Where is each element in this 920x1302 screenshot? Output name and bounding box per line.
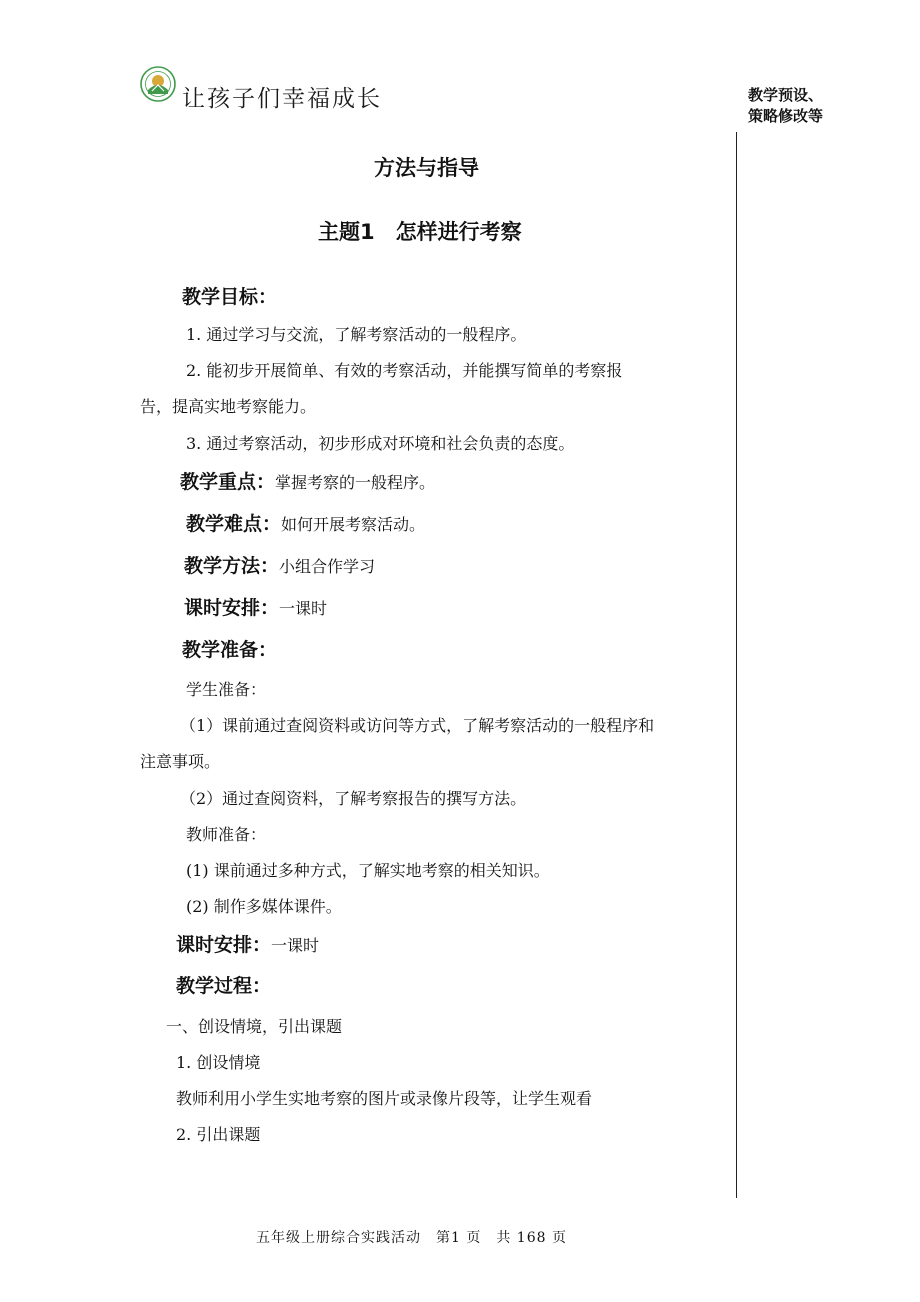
schedule-2-value: 一课时 xyxy=(271,936,320,955)
key-point-label: 教学重点： xyxy=(180,471,276,493)
key-point xyxy=(180,467,435,494)
objective-1: 1. 通过学习与交流，了解考察活动的一般程序。 xyxy=(186,325,527,344)
process-step-1-2: 2. 引出课题 xyxy=(176,1125,261,1144)
student-prep-2: （2）通过查阅资料，了解考察报告的撰写方法。 xyxy=(180,789,527,808)
objective-3: 3. 通过考察活动，初步形成对环境和社会负责的态度。 xyxy=(186,434,575,453)
slogan: 让孩子们幸福成长 xyxy=(182,86,382,112)
objective-2-line2: 告，提高实地考察能力。 xyxy=(140,397,317,416)
side-note-line1: 教学预设、 xyxy=(748,86,824,104)
objective-2-line1: 2. 能初步开展简单、有效的考察活动，并能撰写简单的考察报 xyxy=(186,361,623,380)
difficulty xyxy=(186,509,425,536)
prep-heading: 教学准备： xyxy=(182,639,278,661)
schedule xyxy=(184,593,327,620)
side-note xyxy=(748,85,823,127)
process-step-1-1-desc: 教师利用小学生实地考察的图片或录像片段等，让学生观看 xyxy=(176,1089,593,1108)
difficulty-value: 如何开展考察活动。 xyxy=(281,515,426,534)
teacher-prep-heading: 教师准备： xyxy=(186,825,267,844)
schedule-label: 课时安排： xyxy=(184,597,280,619)
student-prep-1-line1: （1）课前通过查阅资料或访问等方式，了解考察活动的一般程序和 xyxy=(180,716,655,735)
method-label: 教学方法： xyxy=(184,555,280,577)
margin-divider xyxy=(736,132,737,1198)
student-prep-1-line2: 注意事项。 xyxy=(140,752,221,771)
page-title: 方法与指导 xyxy=(374,156,479,180)
schedule-value: 一课时 xyxy=(279,599,328,618)
objectives-heading: 教学目标： xyxy=(182,286,278,308)
lesson-title: 主题1 怎样进行考察 xyxy=(318,220,522,244)
method xyxy=(184,551,375,578)
teacher-prep-1: (1) 课前通过多种方式，了解实地考察的相关知识。 xyxy=(186,861,550,880)
process-heading: 教学过程： xyxy=(176,975,272,997)
side-note-line2: 策略修改等 xyxy=(748,107,824,125)
schedule-2-label: 课时安排： xyxy=(176,934,272,956)
student-prep-heading: 学生准备： xyxy=(186,680,267,699)
page-footer: 五年级上册综合实践活动 第1 页 共 168 页 xyxy=(256,1230,567,1246)
difficulty-label: 教学难点： xyxy=(186,513,282,535)
school-emblem-icon xyxy=(140,66,176,102)
method-value: 小组合作学习 xyxy=(279,557,376,576)
key-point-value: 掌握考察的一般程序。 xyxy=(275,473,436,492)
process-step-1: 一、创设情境，引出课题 xyxy=(166,1017,343,1036)
schedule-2 xyxy=(176,930,319,957)
teacher-prep-2: (2) 制作多媒体课件。 xyxy=(186,897,342,916)
process-step-1-1: 1. 创设情境 xyxy=(176,1053,261,1072)
